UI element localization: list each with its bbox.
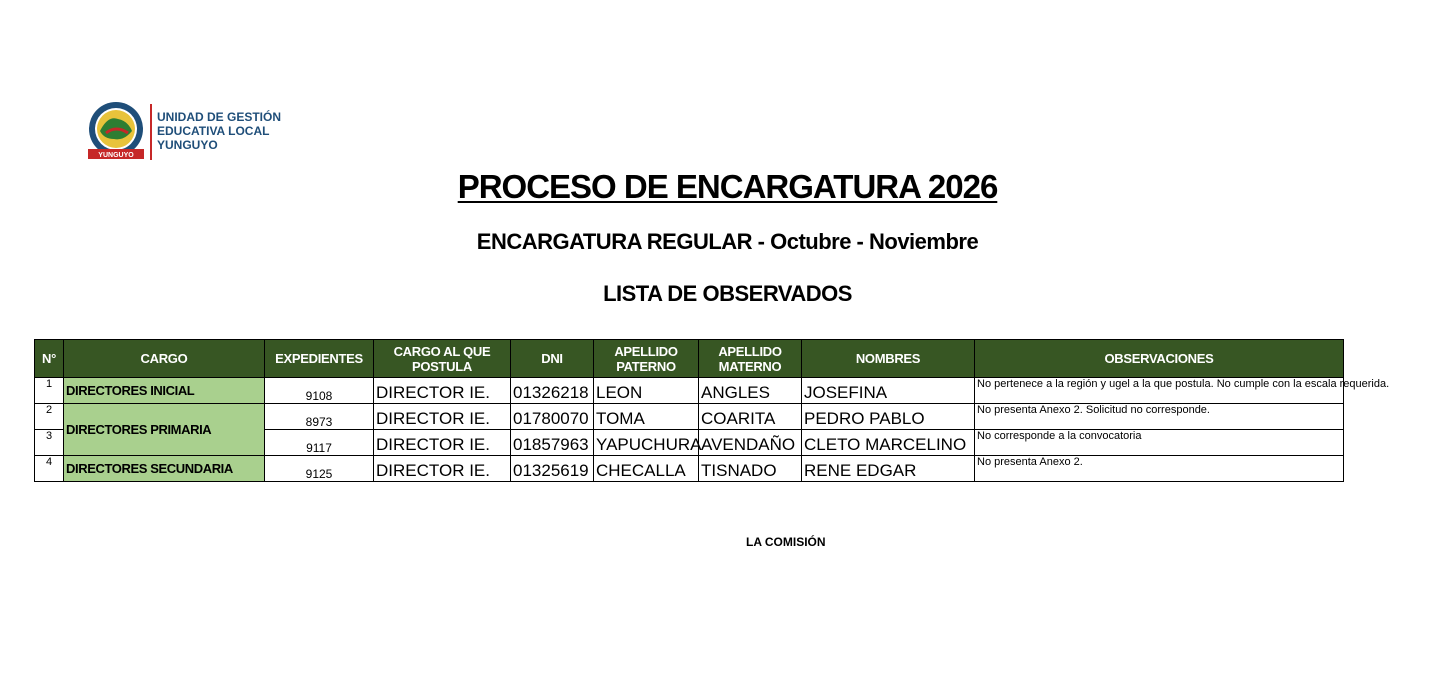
- dni-cell: 01325619: [511, 456, 594, 482]
- cargo-group-secundaria: DIRECTORES SECUNDARIA: [64, 456, 265, 482]
- apellido-paterno-cell: LEON: [594, 378, 699, 404]
- table-row: [35, 404, 1344, 430]
- dni-cell: 01326218: [511, 378, 594, 404]
- list-title: LISTA DE OBSERVADOS: [603, 281, 852, 306]
- row-number: 4: [35, 456, 64, 482]
- nombres-cell: RENE EDGAR: [802, 456, 975, 482]
- col-header-nombres: NOMBRES: [802, 340, 975, 378]
- col-header-expedientes: EXPEDIENTES: [265, 340, 374, 378]
- apellido-materno-cell: TISNADO: [699, 456, 802, 482]
- col-header-apellido-paterno: APELLIDO PATERNO: [594, 340, 699, 378]
- expediente-cell: 8973: [265, 404, 374, 430]
- cargo-group-inicial: DIRECTORES INICIAL: [64, 378, 265, 404]
- observados-table: [34, 339, 1390, 482]
- expediente-cell: 9117: [265, 430, 374, 456]
- nombres-cell: JOSEFINA: [802, 378, 975, 404]
- table-row: [35, 378, 1344, 404]
- logo-divider: [150, 104, 152, 160]
- table-row: [35, 456, 1344, 482]
- apellido-materno-cell: ANGLES: [699, 378, 802, 404]
- signature-footer: LA COMISIÓN: [746, 535, 826, 549]
- cargo-group-primaria: DIRECTORES PRIMARIA: [64, 404, 265, 456]
- observaciones-cell: No pertenece a la región y ugel a la que postula. No cumple con la escala requerida.: [975, 378, 1344, 404]
- table-header-row: [35, 340, 1344, 378]
- apellido-paterno-cell: CHECALLA: [594, 456, 699, 482]
- col-header-dni: DNI: [511, 340, 594, 378]
- logo-line-3: YUNGUYO: [157, 138, 218, 152]
- cargo-postula-cell: DIRECTOR IE.: [374, 456, 511, 482]
- observaciones-cell: No presenta Anexo 2. Solicitud no corresponde.: [975, 404, 1344, 430]
- document-title: PROCESO DE ENCARGATURA 2026: [457, 168, 998, 205]
- cargo-postula-cell: DIRECTOR IE.: [374, 404, 511, 430]
- expediente-cell: 9108: [265, 378, 374, 404]
- ugel-emblem-icon: [84, 101, 148, 161]
- observaciones-cell: No corresponde a la convocatoria: [975, 430, 1344, 456]
- logo-line-1: UNIDAD DE GESTIÓN: [157, 110, 282, 124]
- col-header-observaciones: OBSERVACIONES: [975, 340, 1344, 378]
- row-number: 1: [35, 378, 64, 404]
- nombres-cell: CLETO MARCELINO: [802, 430, 975, 456]
- svg-text:YUNGUYO: YUNGUYO: [98, 152, 134, 159]
- cargo-postula-cell: DIRECTOR IE.: [374, 378, 511, 404]
- document-subtitle: ENCARGATURA REGULAR - Octubre - Noviembre: [476, 229, 979, 254]
- logo-line-2: EDUCATIVA LOCAL: [157, 124, 270, 138]
- apellido-paterno-cell: TOMA: [594, 404, 699, 430]
- apellido-paterno-cell: YAPUCHURA: [594, 430, 699, 456]
- nombres-cell: PEDRO PABLO: [802, 404, 975, 430]
- row-number: 3: [35, 430, 64, 456]
- col-header-n: N°: [35, 340, 64, 378]
- apellido-materno-cell: AVENDAÑO: [699, 430, 802, 456]
- row-number: 2: [35, 404, 64, 430]
- col-header-cargo: CARGO: [64, 340, 265, 378]
- col-header-cargo-postula: CARGO AL QUE POSTULA: [374, 340, 511, 378]
- dni-cell: 01780070: [511, 404, 594, 430]
- logo-text: [157, 110, 297, 152]
- col-header-apellido-materno: APELLIDO MATERNO: [699, 340, 802, 378]
- cargo-postula-cell: DIRECTOR IE.: [374, 430, 511, 456]
- expediente-cell: 9125: [265, 456, 374, 482]
- apellido-materno-cell: COARITA: [699, 404, 802, 430]
- observaciones-cell: No presenta Anexo 2.: [975, 456, 1344, 482]
- dni-cell: 01857963: [511, 430, 594, 456]
